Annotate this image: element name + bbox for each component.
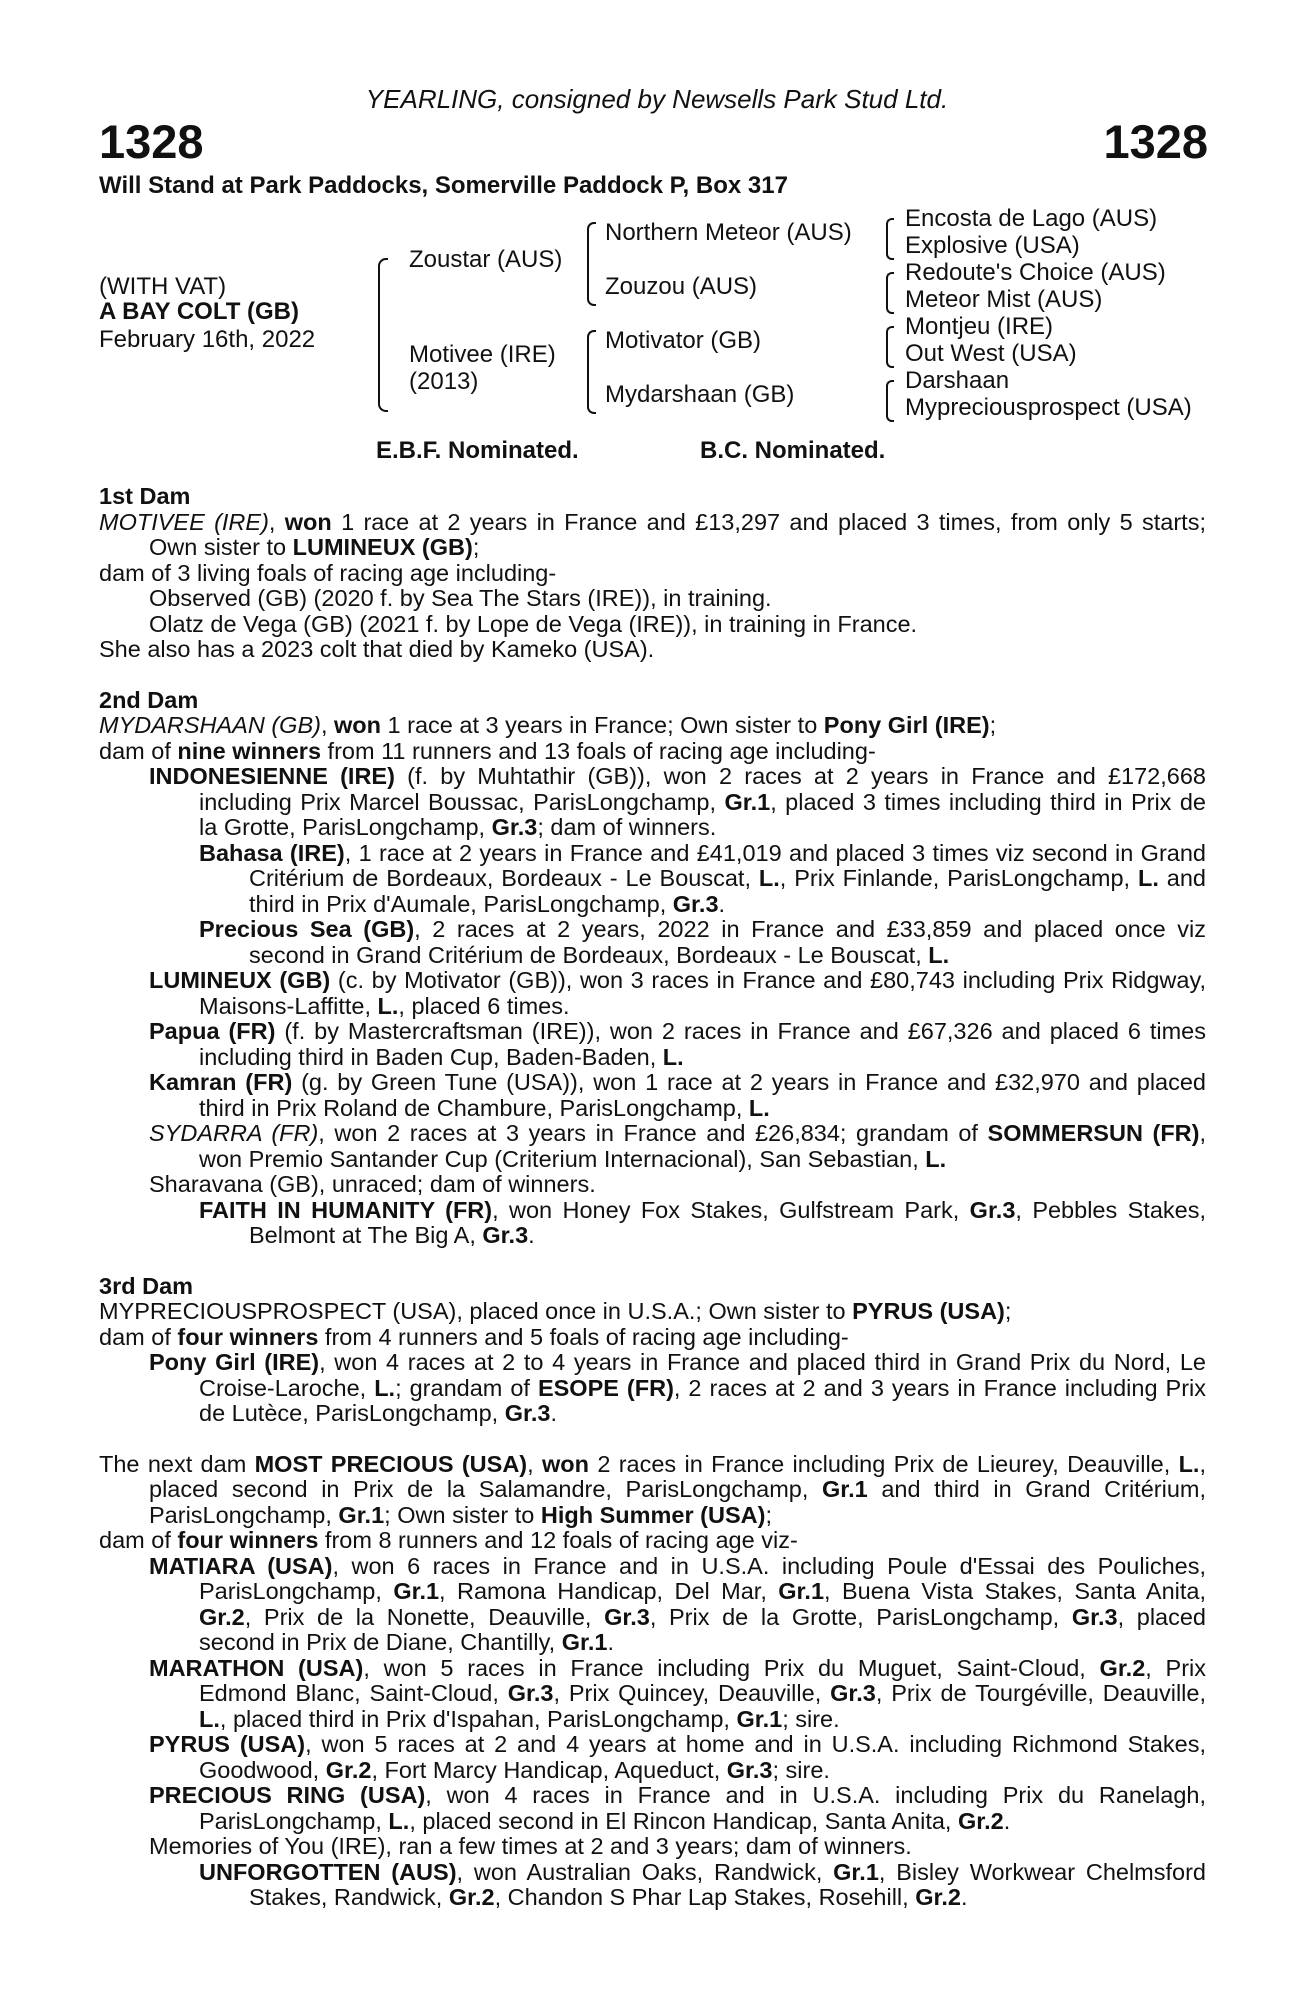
ped-sss: Encosta de Lago (AUS) — [905, 205, 1158, 232]
dam-sire: Motivator (GB) — [605, 327, 762, 354]
dam3-entry: MYPRECIOUSPROSPECT (USA), placed once in U.S.A.; Own sister to PYRUS (USA); — [99, 1298, 1012, 1324]
bc-nomination: B.C. Nominated. — [700, 437, 886, 464]
ped-ddd: Mypreciousprospect (USA) — [905, 394, 1192, 421]
pedigree-brace-sire — [587, 222, 596, 306]
lot-number-right: 1328 — [1103, 115, 1208, 168]
pedigree-brace-main — [378, 258, 388, 412]
dam-name: Motivee (IRE) — [409, 341, 556, 368]
dam3-produce-intro: dam of four winners from 4 runners and 5 foals of racing age including- — [99, 1323, 849, 1350]
stand-info: Will Stand at Park Paddocks, Somerville Paddock P, Box 317 — [99, 172, 788, 199]
dam-year: (2013) — [409, 368, 479, 395]
sire-dam: Zouzou (AUS) — [605, 273, 758, 300]
pedigree-brace-dam — [587, 330, 596, 414]
lot-number-left: 1328 — [99, 115, 204, 168]
produce-pony-girl: Pony Girl (IRE), won 4 races at 2 to 4 years in France and placed third in Grand Prix du Nord, Le Croise-Laroche, L.; grandam of ESOPE (FR), 2 races at 2 and 3 years in France including Prix de Lutèce, ParisLongchamp, Gr.3. — [149, 1349, 1207, 1426]
dam-dam: Mydarshaan (GB) — [605, 381, 795, 408]
ebf-nomination: E.B.F. Nominated. — [376, 437, 579, 464]
catalogue-body — [99, 484, 1206, 1911]
dam2-entry: MYDARSHAAN (GB), won 1 race at 3 years in France; Own sister to Pony Girl (IRE); — [99, 712, 997, 738]
produce-faith-in-humanity: FAITH IN HUMANITY (FR), won Honey Fox Stakes, Gulfstream Park, Gr.3, Pebbles Stakes, Belmont at The Big A, Gr.3. — [199, 1196, 1206, 1248]
produce-indonesienne: INDONESIENNE (IRE) (f. by Muhtathir (GB)), won 2 races at 2 years in France and £172,668 including Prix Marcel Boussac, ParisLongchamp, Gr.1, placed 3 times including third in Prix de la Grotte, ParisLongchamp, Gr.3; dam of winners. — [149, 763, 1207, 840]
ped-ssd: Explosive (USA) — [905, 232, 1080, 259]
ped-sdd: Meteor Mist (AUS) — [905, 286, 1103, 313]
dam1-entry: MOTIVEE (IRE), won 1 race at 2 years in France and £13,297 and placed 3 times, from only 5 starts; Own sister to LUMINEUX (GB); — [99, 508, 1206, 560]
produce-pyrus: PYRUS (USA), won 5 races at 2 and 4 years at home and in U.S.A. including Richmond Stakes, Goodwood, Gr.2, Fort Marcy Handicap, Aqueduct, Gr.3; sire. — [149, 1731, 1206, 1783]
produce-papua: Papua (FR) (f. by Mastercraftsman (IRE)), won 2 races in France and £67,326 and placed 6 times including third in Baden Cup, Baden-Baden, L. — [149, 1018, 1206, 1070]
produce-unforgotten: UNFORGOTTEN (AUS), won Australian Oaks, Randwick, Gr.1, Bisley Workwear Chelmsford Stakes, Randwick, Gr.2, Chandon S Phar Lap Stakes, Rosehill, Gr.2. — [199, 1858, 1206, 1910]
produce-matiara: MATIARA (USA), won 6 races in France and in U.S.A. including Poule d'Essai des Pouliches, ParisLongchamp, Gr.1, Ramona Handicap, Del Mar, Gr.1, Buena Vista Stakes, Santa Anita, Gr.2, Prix de la Nonette, Deauville, Gr.3, Prix de la Grotte, ParisLongchamp, Gr.3, placed second in Prix de Diane, Chantilly, Gr.1. — [149, 1552, 1207, 1655]
horse-name: A BAY COLT (GB) — [99, 298, 300, 325]
vat-label: (WITH VAT) — [99, 273, 227, 300]
dam1-heading: 1st Dam — [99, 483, 191, 509]
pedigree-brace-ds — [886, 326, 894, 368]
produce-marathon: MARATHON (USA), won 5 races in France including Prix du Muguet, Saint-Cloud, Gr.2, Prix Edmond Blanc, Saint-Cloud, Gr.3, Prix Quincey, Deauville, Gr.3, Prix de Tourgéville, Deauville, L., placed third in Prix d'Ispahan, ParisLongchamp, Gr.1; sire. — [149, 1654, 1207, 1732]
next-dam-entry: The next dam MOST PRECIOUS (USA), won 2 races in France including Prix de Lieurey, Deauville, L., placed second in Prix de la Salamandre, ParisLongchamp, Gr.1 and third in Grand Critérium, ParisLongchamp, Gr.1; Own sister to High Summer (USA); — [99, 1450, 1207, 1528]
produce-olatz: Olatz de Vega (GB) (2021 f. by Lope de Vega (IRE)), in training in France. — [149, 610, 918, 637]
pedigree-brace-dd — [886, 380, 894, 422]
produce-sydarra: SYDARRA (FR), won 2 races at 3 years in France and £26,834; grandam of SOMMERSUN (FR), won Premio Santander Cup (Criterium Internacional), San Sebastian, L. — [149, 1120, 1206, 1172]
ped-dds: Darshaan — [905, 367, 1010, 394]
ped-dss: Montjeu (IRE) — [905, 313, 1054, 340]
produce-precious-sea: Precious Sea (GB), 2 races at 2 years, 2022 in France and £33,859 and placed once viz second in Grand Critérium de Bordeaux, Bordeaux - Le Bouscat, L. — [199, 916, 1207, 968]
consignment-line: YEARLING, consigned by Newsells Park Stud Ltd. — [365, 84, 949, 114]
next-dam-produce-intro: dam of four winners from 8 runners and 12 foals of racing age viz- — [99, 1527, 798, 1553]
sire-sire: Northern Meteor (AUS) — [605, 219, 852, 246]
foaling-date: February 16th, 2022 — [99, 326, 316, 353]
produce-lumineux: LUMINEUX (GB) (c. by Motivator (GB)), won 3 races in France and £80,743 including Prix Ridgway, Maisons-Laffitte, L., placed 6 times. — [149, 967, 1206, 1019]
dam2-heading: 2nd Dam — [99, 686, 199, 713]
produce-sharavana: Sharavana (GB), unraced; dam of winners. — [149, 1171, 596, 1197]
produce-bahasa: Bahasa (IRE), 1 race at 2 years in France and £41,019 and placed 3 times viz second in Grand Critérium de Bordeaux, Bordeaux - Le Bouscat, L., Prix Finlande, ParisLongchamp, L. and third in Prix d'Aumale, ParisLongchamp, Gr.3. — [199, 839, 1206, 917]
produce-observed: Observed (GB) (2020 f. by Sea The Stars (IRE)), in training. — [149, 585, 772, 611]
pedigree-brace-sd — [886, 272, 894, 314]
dam1-note: She also has a 2023 colt that died by Kameko (USA). — [99, 636, 655, 662]
dam3-heading: 3rd Dam — [99, 1272, 194, 1299]
produce-kamran: Kamran (FR) (g. by Green Tune (USA)), won 1 race at 2 years in France and £32,970 and placed third in Prix Roland de Chambure, ParisLongchamp, L. — [149, 1069, 1206, 1121]
ped-dsd: Out West (USA) — [905, 340, 1077, 367]
produce-precious-ring: PRECIOUS RING (USA), won 4 races in France and in U.S.A. including Prix du Ranelagh, ParisLongchamp, L., placed second in El Rincon Handicap, Santa Anita, Gr.2. — [149, 1782, 1206, 1834]
dam2-produce-intro: dam of nine winners from 11 runners and 13 foals of racing age including- — [99, 737, 876, 764]
dam1-produce-intro: dam of 3 living foals of racing age including- — [99, 559, 557, 586]
ped-sds: Redoute's Choice (AUS) — [905, 259, 1166, 286]
sire-name: Zoustar (AUS) — [409, 246, 563, 273]
pedigree-brace-ss — [886, 218, 894, 260]
produce-memories-of-you: Memories of You (IRE), ran a few times at 2 and 3 years; dam of winners. — [149, 1833, 912, 1859]
